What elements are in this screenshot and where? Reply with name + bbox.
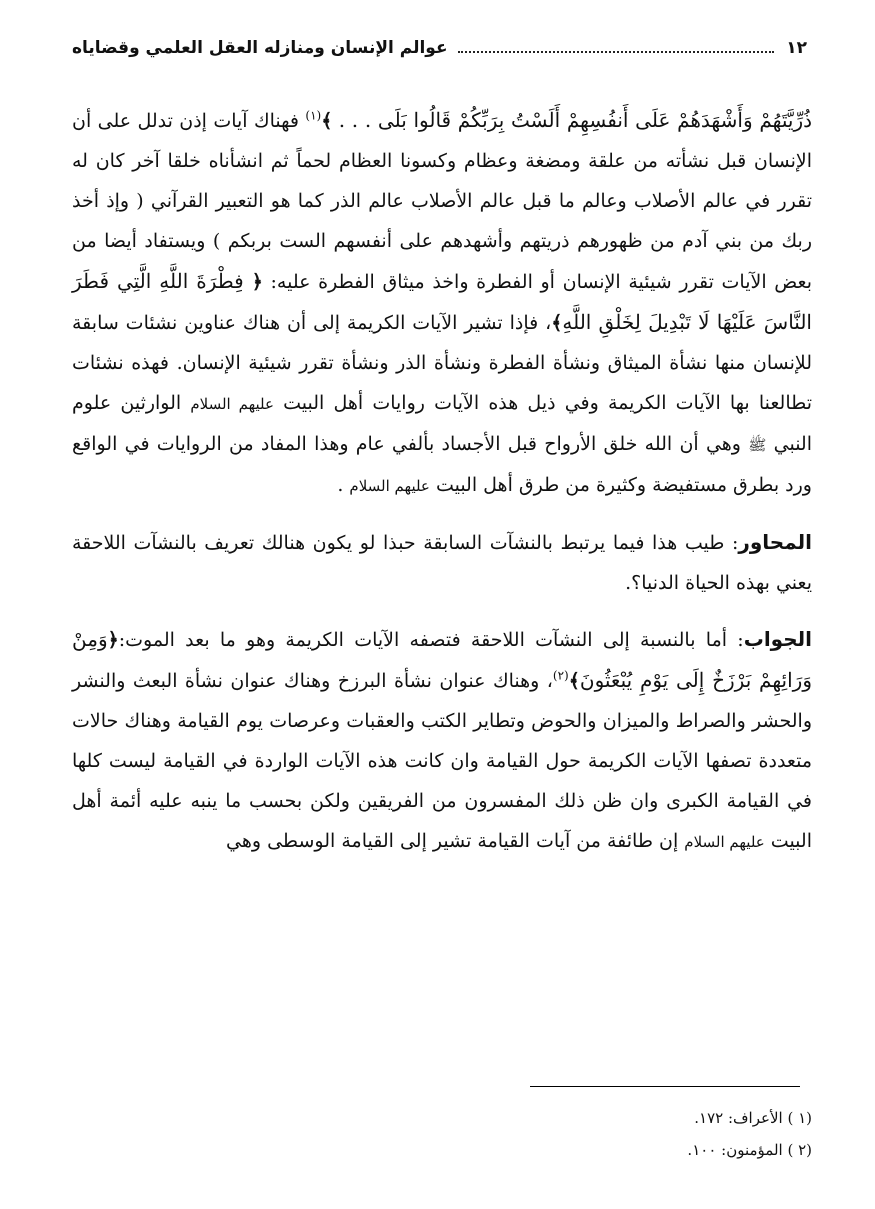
- ornate-bracket-close: ﴾: [551, 312, 563, 334]
- paragraph-text: : أما بالنسبة إلى النشآت اللاحقة فتصفه الآيات الكريمة وهو ما بعد الموت:: [118, 629, 744, 651]
- paragraph-interviewer: [72, 522, 812, 603]
- footnote-ref-1[interactable]: (١): [305, 108, 322, 123]
- honorific-ahl-al-bayt: عليهم السلام: [349, 477, 430, 495]
- ornate-bracket-close: ﴾: [568, 670, 580, 692]
- footnote-separator: [530, 1086, 800, 1087]
- ornate-bracket-close: ﴾: [321, 110, 333, 132]
- footnote-1: (١ ) الأعراف: ١٧٢.: [694, 1109, 812, 1127]
- dotted-leader: [458, 51, 775, 53]
- paragraph-text: إن طائفة من آيات القيامة تشير إلى القيامة الوسطى وهي: [226, 830, 685, 852]
- paragraph-answer: [72, 619, 812, 862]
- page-number: ١٢: [786, 38, 807, 58]
- footnote-ref-2[interactable]: (٢): [552, 668, 569, 683]
- paragraph-text: الوارثين علوم النبي: [72, 392, 812, 455]
- honorific-ahl-al-bayt: عليهم السلام: [684, 833, 765, 851]
- paragraph-gap: [72, 506, 812, 522]
- quran-verse: ذُرِّيَّتَهُمْ وَأَشْهَدَهُمْ عَلَى أَنفُسِهِمْ أَلَسْتُ بِرَبِّكُمْ قَالُوا بَلَى . . .: [338, 108, 813, 132]
- quran-verse: وَمِنْ وَرَائِهِمْ بَرْزَخٌ إِلَى يَوْمِ يُبْعَثُونَ: [72, 627, 812, 692]
- speaker-answer: الجواب: [743, 627, 812, 651]
- running-head: [72, 30, 807, 66]
- quran-verse: فِطْرَةَ اللَّهِ الَّتِي فَطَرَ النَّاسَ عَلَيْهَا لَا تَبْدِيلَ لِخَلْقِ اللَّهِ: [72, 269, 812, 334]
- footnotes: [72, 1102, 812, 1166]
- paragraph-gap: [72, 603, 812, 619]
- ornate-bracket-open: ﴿: [107, 629, 119, 651]
- honorific-prophet: ﷺ: [748, 436, 767, 454]
- paragraph-1: [72, 100, 812, 506]
- paragraph-text: وهي أن الله خلق الأرواح قبل الأجساد بألفي عام وهذا المفاد من الروايات في الواقع ورد بطرق مستفيضة وكثيرة من طرق أهل البيت: [72, 433, 812, 496]
- footnote-2: (٢ ) المؤمنون: ١٠٠.: [687, 1141, 812, 1159]
- paragraph-text: ، وهناك عنوان نشأة البرزخ وهناك عنوان نشأة البعث والنشر والحشر والصراط والميزان والحوض وتطاير الكتب والعقبات وعرصات يوم القيامة وهناك حالات متعددة تصفها الآيات الكريمة حول القيامة وان كانت هذه الآيات الواردة في القيامة ليست كلها في القيامة الكبرى وان ظن ذلك المفسرون من الفريقين ولكن بحسب ما ينبه عليه أئمة أهل البيت: [72, 670, 812, 852]
- running-title: عوالم الإنسان ومنازله العقل العلمي وقضاياه: [72, 38, 448, 58]
- paragraph-text: : طيب هذا فيما يرتبط بالنشآت السابقة حبذا لو يكون هنالك تعريف بالنشآت اللاحقة يعني بهذه الحياة الدنيا؟.: [72, 532, 812, 594]
- honorific-ahl-al-bayt: عليهم السلام: [190, 395, 274, 413]
- ornate-bracket-open: ﴿: [251, 271, 263, 293]
- paragraph-text: ، فإذا تشير الآيات الكريمة إلى أن هناك عناوين نشئات سابقة للإنسان منها نشأة الميثاق ونشأة الفطرة ونشأة الذر ونشأة تقرر شيئية الإنسان. فهذه نشئات تطالعنا بها الآيات الكريمة وفي ذيل هذه الآيات روايات أهل البيت: [72, 312, 813, 414]
- paragraph-end: .: [337, 474, 350, 496]
- body-text: [72, 100, 812, 862]
- paragraph-text: فهناك آيات إذن تدلل على أن الإنسان قبل نشأته من علقة ومضغة وعظام وكسونا العظام لحماً ثم انشأناه خلقا آخر كان له تقرر في عالم الأصلاب وعالم ما قبل عالم الأصلاب عالم الذر كما هو التعبير القرآني ( وإذ أخذ ربك من بني آدم من ظهورهم ذريتهم وأشهدهم على أنفسهم الست بربكم ) ويستفاد أيضا من بعض الآيات تقرر شيئية الإنسان أو الفطرة واخذ ميثاق الفطرة عليه:: [72, 110, 812, 293]
- speaker-interviewer: المحاور: [738, 530, 812, 554]
